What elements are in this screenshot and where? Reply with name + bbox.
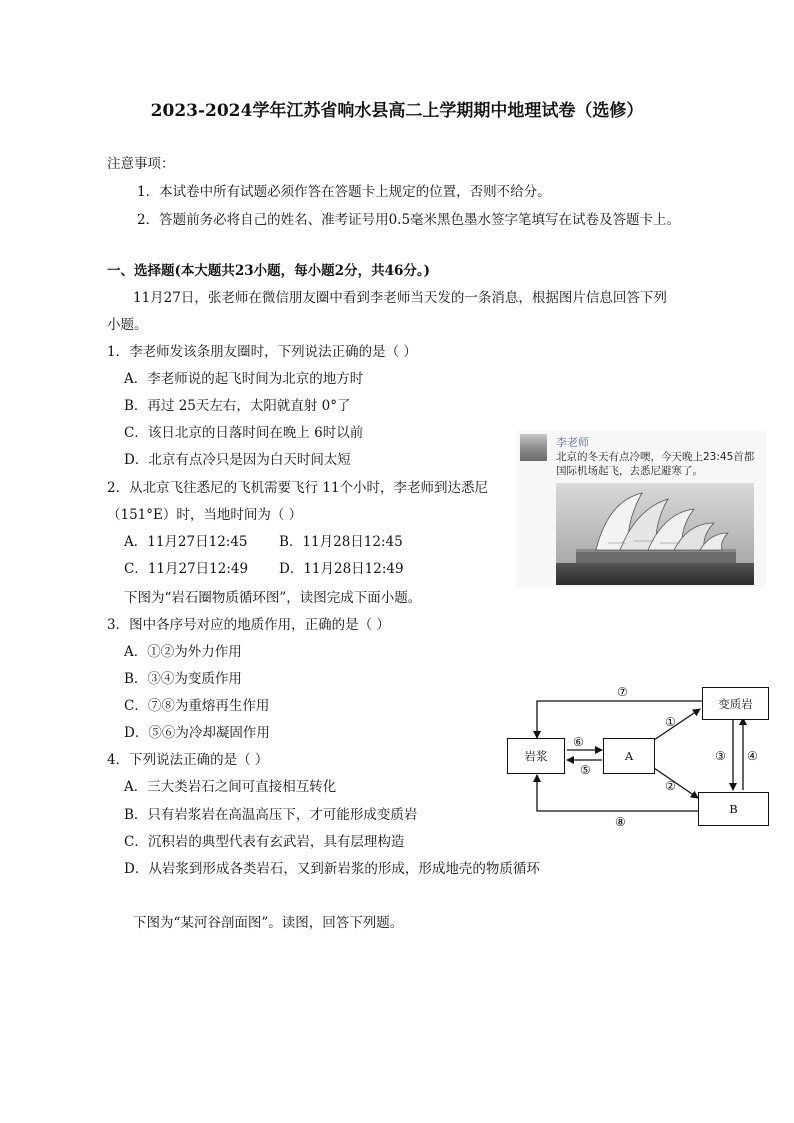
q2-stem: 2．从北京飞往悉尼的飞机需要飞行 11个小时，李老师到达悉尼: [107, 480, 489, 496]
poster-name: 李老师: [556, 436, 589, 449]
q1-stem: 1．李老师发该条朋友圈时，下列说法正确的是（ ）: [107, 344, 417, 360]
label-7: ⑦: [617, 685, 628, 699]
q1-option-d: D．北京有点冷只是因为白天时间太短: [124, 452, 351, 468]
intro-line-1: 11月27日，张老师在微信朋友圈中看到李老师当天发的一条消息，根据图片信息回答下列: [133, 290, 667, 306]
post-text: 北京的冬天有点冷噢，今天晚上23:45首都国际机场起飞，去悉尼避寒了。: [556, 451, 755, 477]
label-6: ⑥: [573, 735, 584, 749]
notice-item-1: 1．本试卷中所有试题必须作答在答题卡上规定的位置，否则不给分。: [137, 184, 551, 200]
q2-option-d: D．11月28日12:49: [279, 561, 404, 577]
section-heading: 一、选择题(本大题共23小题，每小题2分，共46分。): [107, 263, 430, 279]
avatar: [520, 434, 547, 461]
rock-intro: 下图为“岩石圈物质循环图”，读图完成下面小题。: [124, 590, 422, 606]
q4-option-b: B．只有岩浆岩在高温高压下，才可能形成变质岩: [124, 807, 418, 823]
q2-stem-2: （151°E）时，当地时间为（ ）: [107, 507, 303, 523]
notice-item-2: 2．答题前务必将自己的姓名、准考证号用0.5毫米黑色墨水签字笔填写在试卷及答题卡上。: [137, 212, 681, 228]
rock-cycle-diagram: [505, 680, 775, 830]
q4-option-d: D．从岩浆到形成各类岩石，又到新岩浆的形成，形成地壳的物质循环: [124, 861, 540, 877]
q2-option-b: B．11月28日12:45: [279, 534, 403, 550]
page-title: 2023-2024学年江苏省响水县高二上学期期中地理试卷（选修）: [150, 101, 644, 121]
q4-stem: 4．下列说法正确的是（ ）: [107, 752, 269, 768]
q2-option-a: A．11月27日12:45: [124, 534, 248, 550]
magma-box: 岩浆: [507, 738, 565, 774]
q1-option-c: C．该日北京的日落时间在晚上 6时以前: [124, 425, 364, 441]
intro-line-2: 小题。: [107, 317, 148, 333]
q4-option-c: C．沉积岩的典型代表有玄武岩，具有层理构造: [124, 834, 405, 850]
q1-option-b: B．再过 25天左右，太阳就直射 0°了: [124, 398, 351, 414]
label-5: ⑤: [580, 763, 591, 777]
rock-a-box: A: [603, 738, 655, 774]
label-8: ⑧: [615, 815, 626, 829]
q3-option-b: B．③④为变质作用: [124, 671, 242, 687]
q2-option-c: C．11月27日12:49: [124, 561, 249, 577]
q3-option-a: A．①②为外力作用: [124, 644, 242, 660]
notice-heading: 注意事项：: [107, 156, 175, 172]
label-1: ①: [665, 715, 676, 729]
label-4: ④: [747, 749, 758, 763]
wechat-moment-post: [516, 431, 766, 588]
q3-stem: 3．图中各序号对应的地质作用，正确的是（ ）: [107, 617, 390, 633]
q4-option-a: A．三大类岩石之间可直接相互转化: [124, 779, 337, 795]
rock-b-box: B: [698, 792, 769, 826]
sydney-opera-house-photo: [556, 483, 754, 585]
q3-option-d: D．⑤⑥为冷却凝固作用: [124, 725, 270, 741]
label-3: ③: [715, 749, 726, 763]
metamorphic-rock-box: 变质岩: [702, 687, 769, 720]
q3-option-c: C．⑦⑧为重熔再生作用: [124, 698, 270, 714]
q1-option-a: A．李老师说的起飞时间为北京的地方时: [124, 371, 364, 387]
label-2: ②: [665, 779, 676, 793]
river-intro: 下图为“某河谷剖面图”。读图，回答下列题。: [133, 915, 404, 931]
